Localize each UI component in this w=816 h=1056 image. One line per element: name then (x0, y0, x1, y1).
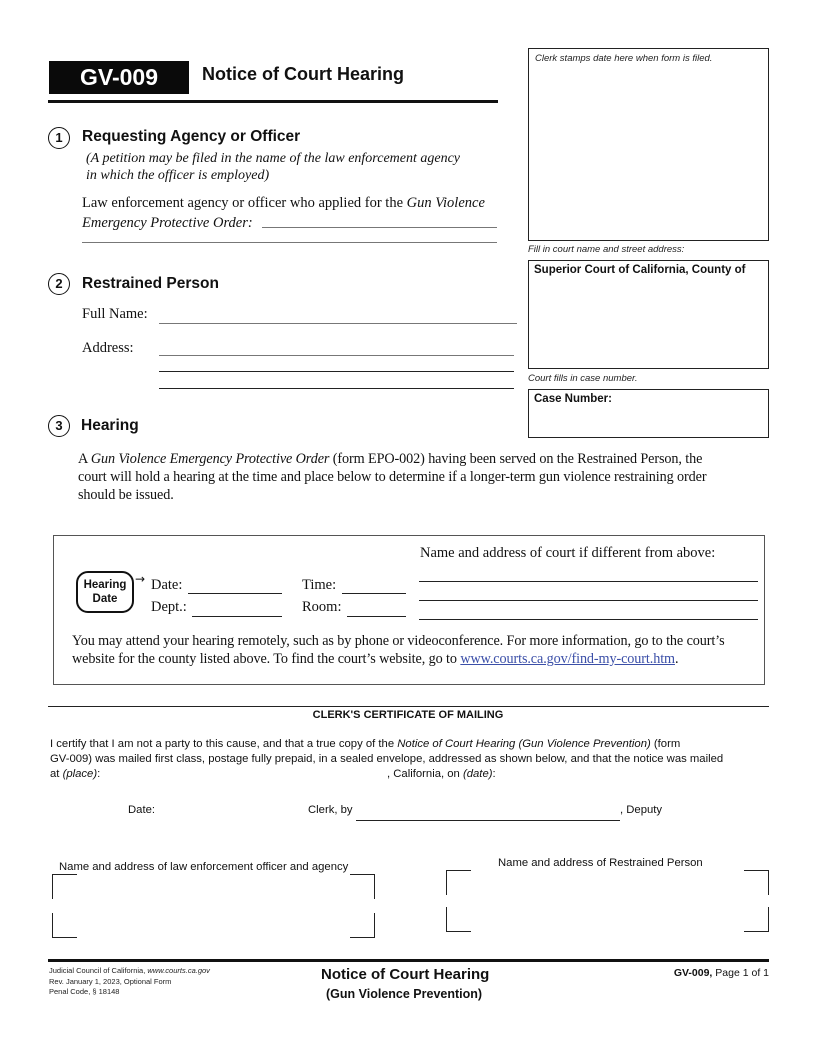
remote-line1: You may attend your hearing remotely, such as by phone or videoconference. For more information, go to the court’s (72, 633, 725, 649)
cert-line2: GV-009) was mailed first class, postage fully prepaid, in a sealed envelope, addressed as shown below, and that the notice was mailed (50, 753, 724, 765)
alt-court-label: Name and address of court if different from above: (420, 545, 716, 561)
hearing-date-badge-line1: Hearing (83, 579, 127, 591)
form-number-badge: GV-009 (49, 61, 189, 94)
cert-at: at (50, 768, 63, 780)
find-my-court-link[interactable]: www.courts.ca.gov/find-my-court.htm (460, 651, 675, 667)
cert-place-label: (place) (62, 768, 98, 780)
hearing-para-prefix: A (78, 451, 91, 467)
remote-line2: website for the county listed above. To find the court’s website, go to (72, 651, 461, 667)
clerk-stamp-box (528, 48, 769, 241)
alt-court-field-2[interactable] (419, 600, 758, 601)
hearing-para-line1: (form EPO-002) having been served on the Restrained Person, the (329, 451, 703, 467)
dept-label: Dept.: (151, 599, 187, 615)
case-number-box[interactable] (528, 389, 769, 438)
section-3-number: 3 (48, 415, 70, 437)
certificate-rule (48, 706, 769, 707)
footer-form-number: GV-009, (673, 967, 713, 979)
section-2-title: Restrained Person (82, 275, 219, 292)
hearing-para-line3: should be issued. (78, 487, 174, 503)
footer-rule (48, 959, 769, 962)
agency-field-line-2[interactable] (82, 242, 497, 243)
hearing-date-field[interactable] (188, 593, 282, 594)
section-1-note-line1: (A petition may be filed in the name of the law enforcement agency (86, 151, 461, 166)
footer-meta (49, 966, 210, 998)
hearing-para-italic: Gun Violence Emergency Protective Order (90, 451, 330, 467)
court-address-box[interactable] (528, 260, 769, 369)
section-1-note-line2: in which the officer is employed) (86, 168, 270, 183)
court-address-hint: Fill in court name and street address: (528, 244, 685, 255)
address-label: Address: (82, 340, 134, 356)
cert-date-label: (date) (462, 768, 493, 780)
restrained-address-label: Name and address of Restrained Person (498, 857, 703, 869)
agency-text-italic: Gun Violence (406, 195, 485, 211)
alt-court-field-3[interactable] (419, 619, 758, 620)
case-number-label: Case Number: (534, 393, 612, 405)
cert-line1-italic: Notice of Court Hearing (Gun Violence Prevention) (397, 738, 651, 750)
corner-mark (446, 907, 471, 932)
hearing-date-badge (76, 571, 134, 613)
officer-address-box[interactable] (52, 874, 375, 938)
corner-mark (744, 870, 769, 895)
clerk-stamp-hint: Clerk stamps date here when form is filed. (535, 53, 713, 64)
date-label: Date: (151, 577, 183, 593)
cert-line1-suffix: (form (650, 738, 681, 750)
corner-mark (744, 907, 769, 932)
footer-title: Notice of Court Hearing (321, 966, 490, 983)
corner-mark (446, 870, 471, 895)
officer-address-label: Name and address of law enforcement officer and agency (59, 861, 349, 873)
hearing-dept-field[interactable] (192, 616, 282, 617)
cert-line1: I certify that I am not a party to this cause, and that a true copy of the (50, 738, 398, 750)
address-field-line-1[interactable] (159, 355, 514, 356)
footer-page-number: Page 1 of 1 (712, 967, 769, 979)
deputy-label: , Deputy (620, 804, 663, 816)
footer-council-site: www.courts.ca.gov (147, 966, 210, 975)
section-3-title: Hearing (81, 417, 139, 434)
cert-date-field-label: Date: (128, 804, 156, 816)
hearing-date-badge-line2: Date (92, 593, 118, 605)
alt-court-field-1[interactable] (419, 581, 758, 582)
room-label: Room: (302, 599, 342, 615)
hearing-time-field[interactable] (342, 593, 406, 594)
cert-place-colon: : (97, 768, 101, 780)
section-2-number: 2 (48, 273, 70, 295)
footer-subtitle: (Gun Violence Prevention) (326, 987, 483, 1001)
hearing-room-field[interactable] (347, 616, 406, 617)
corner-mark (52, 874, 77, 899)
corner-mark (350, 913, 375, 938)
section-1-title: Requesting Agency or Officer (82, 128, 301, 145)
arrow-icon: → (135, 572, 146, 586)
form-title: Notice of Court Hearing (202, 64, 405, 84)
cert-california (387, 767, 496, 782)
section-1-number: 1 (48, 127, 70, 149)
cert-california-text: , California, on (387, 768, 463, 780)
remote-attendance-text (72, 632, 772, 668)
agency-field-line[interactable] (262, 227, 497, 228)
certificate-title: CLERK'S CERTIFICATE OF MAILING (312, 709, 504, 721)
corner-mark (52, 913, 77, 938)
address-field-line-2[interactable] (159, 371, 514, 372)
footer-code: Penal Code, § 18148 (49, 987, 120, 996)
remote-line2-suffix: . (674, 651, 679, 667)
address-field-line-3[interactable] (159, 388, 514, 389)
clerk-by-label: Clerk, by (308, 804, 353, 816)
full-name-label: Full Name: (82, 306, 148, 322)
restrained-address-box[interactable] (446, 870, 769, 932)
agency-text-prefix: Law enforcement agency or officer who applied for the (82, 195, 407, 211)
full-name-field[interactable] (159, 323, 517, 324)
footer-page (674, 967, 769, 979)
footer-revision: Rev. January 1, 2023, Optional Form (49, 976, 172, 986)
section-1-note (86, 150, 460, 184)
time-label: Time: (302, 577, 337, 593)
hearing-paragraph (78, 450, 778, 504)
agency-text-italic-2: Emergency Protective Order: (82, 215, 253, 231)
case-number-hint: Court fills in case number. (528, 373, 638, 384)
court-name-label: Superior Court of California, County of (534, 264, 746, 276)
cert-date-colon: : (492, 768, 496, 780)
clerk-signature-field[interactable] (356, 820, 620, 821)
hearing-para-line2: court will hold a hearing at the time and place below to determine if a longer-term gun violence restraining order (78, 469, 707, 485)
title-rule (48, 100, 498, 103)
footer-council: Judicial Council of California, (49, 966, 148, 975)
corner-mark (350, 874, 375, 899)
certificate-text (50, 737, 775, 782)
